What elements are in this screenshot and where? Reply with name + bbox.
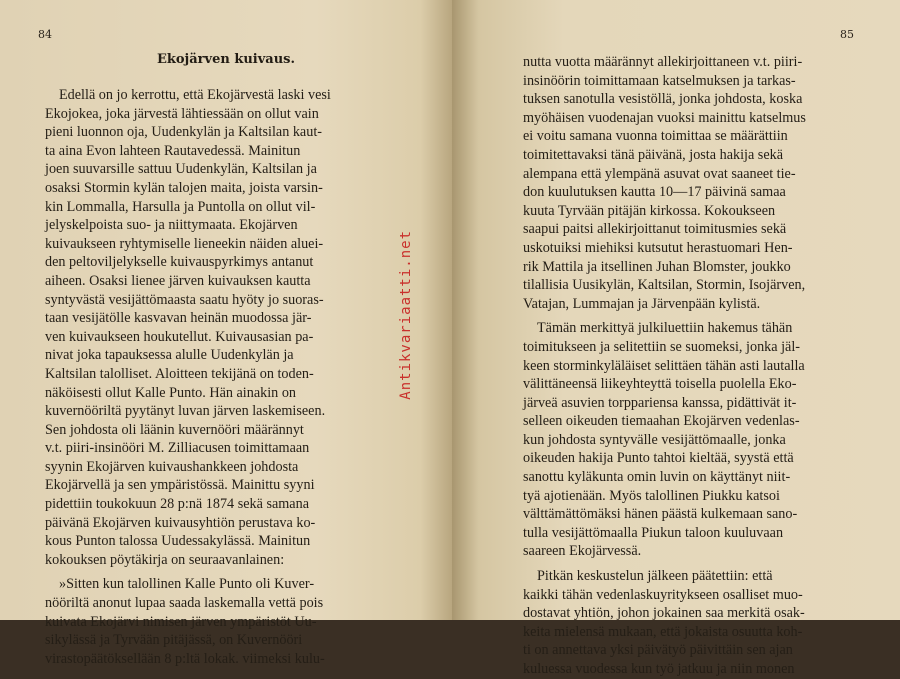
text-line: myöhäisen vuodenajan vuoksi mainittu katselmus: [523, 109, 806, 126]
chapter-title: Ekojärven kuivaus.: [156, 52, 296, 67]
text-line: syntyvästä vesijättömaasta saatu hyöty jo suoras-: [45, 291, 324, 308]
text-line: oikeuden hakija Punto tahtoi kieltää, syystä että: [523, 450, 794, 467]
page-number-right: 85: [840, 28, 854, 41]
text-line: kuivaukseen ryhtymiselle lieneekin näiden aluei-: [45, 235, 324, 252]
text-line: Pitkän keskustelun jälkeen päätettiin: että: [537, 568, 773, 585]
text-line: toimitukseen ja selitettiin se suomeksi, jonka jäl-: [523, 338, 801, 355]
right-page: [452, 0, 900, 677]
text-line: don kuulutuksen kautta 10—17 päivinä samaa: [523, 184, 786, 201]
text-line: pidettiin toukokuun 28 p:nä 1874 sekä samana: [45, 496, 309, 513]
text-line: Kaltsilan talolliset. Aloitteen tekijänä on toden-: [45, 365, 314, 382]
text-line: tuksen sanotulla vesistöllä, jonka johdosta, koska: [523, 91, 803, 108]
text-line: nivat joka tapauksessa alulle Uudenkylän ja: [45, 347, 294, 364]
text-line: saapui paitsi allekirjoittanut toimitusmies sekä: [523, 221, 787, 238]
text-line: taan vesijätölle kasvavan heinän muodossa jär-: [45, 310, 312, 327]
text-line: välittäneensä liikeyhteyttä toisella puolella Eko-: [523, 376, 797, 393]
text-line: uskotuiksi miehiksi kutsutut herastuomari Hen-: [523, 239, 793, 256]
text-line: Tämän merkittyä julkiluettiin hakemus tähän: [537, 320, 793, 337]
text-line: ei voitu samana vuonna toimittaa se määrättiin: [523, 128, 788, 145]
text-line: alempana että ylempänä asuvat ovat saaneet tie-: [523, 165, 796, 182]
text-line: kous Punton talossa Uudessakylässä. Mainitun: [45, 533, 311, 550]
text-line: Ekojärvellä ja sen ympäristössä. Mainittu syyni: [45, 477, 315, 494]
text-line: syynin Ekojärven kuivaushankkeen johdosta: [45, 458, 299, 475]
text-line: kokouksen pöytäkirja on seuraavanlainen:: [45, 551, 285, 568]
text-line: kuluessa vuodessa kun työ jatkuu ja niin monen: [523, 661, 795, 677]
text-line: selleen oikeuden tiemaahan Ekojärven vedenlas-: [523, 413, 800, 430]
text-line: tulla vesijättömaalla Piukun taloon kuuluvaan: [523, 524, 784, 541]
text-line: Edellä on jo kerrottu, että Ekojärvestä laski vesi: [59, 87, 331, 103]
text-line: keita mielensä mukaan, että jokaista osuutta koh-: [523, 623, 803, 640]
right-page-text: [523, 53, 863, 679]
text-line: joen suuvarsille sattuu Uudenkylän, Kaltsilan ja: [45, 161, 317, 178]
text-line: v.t. piiri-insinööri M. Zilliacusen toimittamaan: [45, 440, 310, 457]
text-line: Vatajan, Lummajan ja Järvenpään kylistä.: [523, 295, 761, 312]
text-line: kuuta Tyrvään pitäjän kirkossa. Kokoukseen: [523, 202, 776, 219]
text-line: ta aina Evon lahteen Rautavedessä. Mainitun: [45, 142, 301, 159]
text-line: kuvernööriltä pyytänyt luvan järven laskemiseen.: [45, 403, 326, 420]
text-line: Sen johdosta oli läänin kuvernööri määrännyt: [45, 421, 304, 438]
text-line: rik Mattila ja itsellinen Juhan Blomster, joukko: [523, 258, 791, 275]
text-line: kuivata Ekojärvi nimisen järven ympäristöt Uu-: [45, 613, 317, 630]
text-line: tyä ajotienään. Myös talollinen Piukku katsoi: [523, 487, 780, 504]
text-line: sikylässä ja Tyrvään pitäjässä, on Kuvernööri: [45, 632, 303, 649]
text-line: aiheen. Osaksi lienee järven kuivauksen kautta: [45, 272, 311, 289]
text-line: ven kuivaukseen houkutellut. Kuivausasian pa-: [45, 328, 314, 345]
left-page: [0, 0, 452, 667]
text-line: kin Lommalla, Harsulla ja Puntolla on ollut vil-: [45, 198, 316, 215]
text-line: Ekojokea, joka järvestä lähtiessään on ollut vain: [45, 105, 319, 122]
watermark: [398, 230, 414, 560]
text-line: keen storminkyläläiset selittäen tähän asti lautalla: [523, 357, 805, 374]
left-page-text: [45, 86, 375, 668]
text-line: virastopäätöksellään 8 p:ltä lokak. viimeksi kulu-: [45, 650, 325, 667]
text-line: »Sitten kun talollinen Kalle Punto oli Kuver-: [59, 576, 315, 593]
text-line: pieni luonnon oja, Uudenkylän ja Kaltsilan kaut-: [45, 124, 322, 141]
text-line: saareen Ekojärvessä.: [523, 543, 642, 560]
text-line: nutta vuotta määrännyt allekirjoittaneen v.t. piiri-: [523, 54, 803, 70]
text-line: toimitettavaksi tänä päivänä, josta hakija sekä: [523, 146, 784, 163]
watermark-text: Antikvariaatti.net: [398, 230, 414, 400]
text-line: osaksi Stormin kylän talojen maita, joista varsin-: [45, 179, 323, 196]
text-line: välttämättömäksi hänen päästä kulkemaan sano-: [523, 506, 798, 523]
page-number-left: 84: [38, 28, 52, 41]
text-line: kun johdosta syntyvälle vesijättömaalle, jonka: [523, 431, 786, 448]
text-line: ti on annettava yksi päivätyö päivittäin sen ajan: [523, 642, 793, 659]
text-line: dostavat yhtiön, johon jokainen saa merkitä osak-: [523, 605, 805, 622]
text-line: nööriltä anonut lupaa saada laskemalla vettä pois: [45, 595, 324, 612]
text-line: jelyskelpoista suo- ja niittymaata. Ekojärven: [45, 217, 298, 234]
text-line: sanottu kyläkunta omin luvin on käyttänyt niit-: [523, 469, 791, 486]
text-line: insinöörin toimittamaan katselmuksen ja tarkas-: [523, 72, 796, 89]
text-line: järveä asuvien torppariensa kanssa, pidättivät it-: [523, 394, 797, 411]
text-line: päivänä Ekojärven kuivausyhtiön perustava ko-: [45, 514, 316, 531]
text-line: kaikki tähän vedenlaskuyritykseen osalliset muo-: [523, 586, 803, 603]
text-line: tilallisia Uusikylän, Kaltsilan, Stormin, Isojärven,: [523, 277, 806, 294]
text-line: den peltoviljelykselle kuivauspyrkimys antanut: [45, 254, 314, 271]
text-line: näköisesti ollut Kalle Punto. Hän ainakin on: [45, 384, 297, 401]
